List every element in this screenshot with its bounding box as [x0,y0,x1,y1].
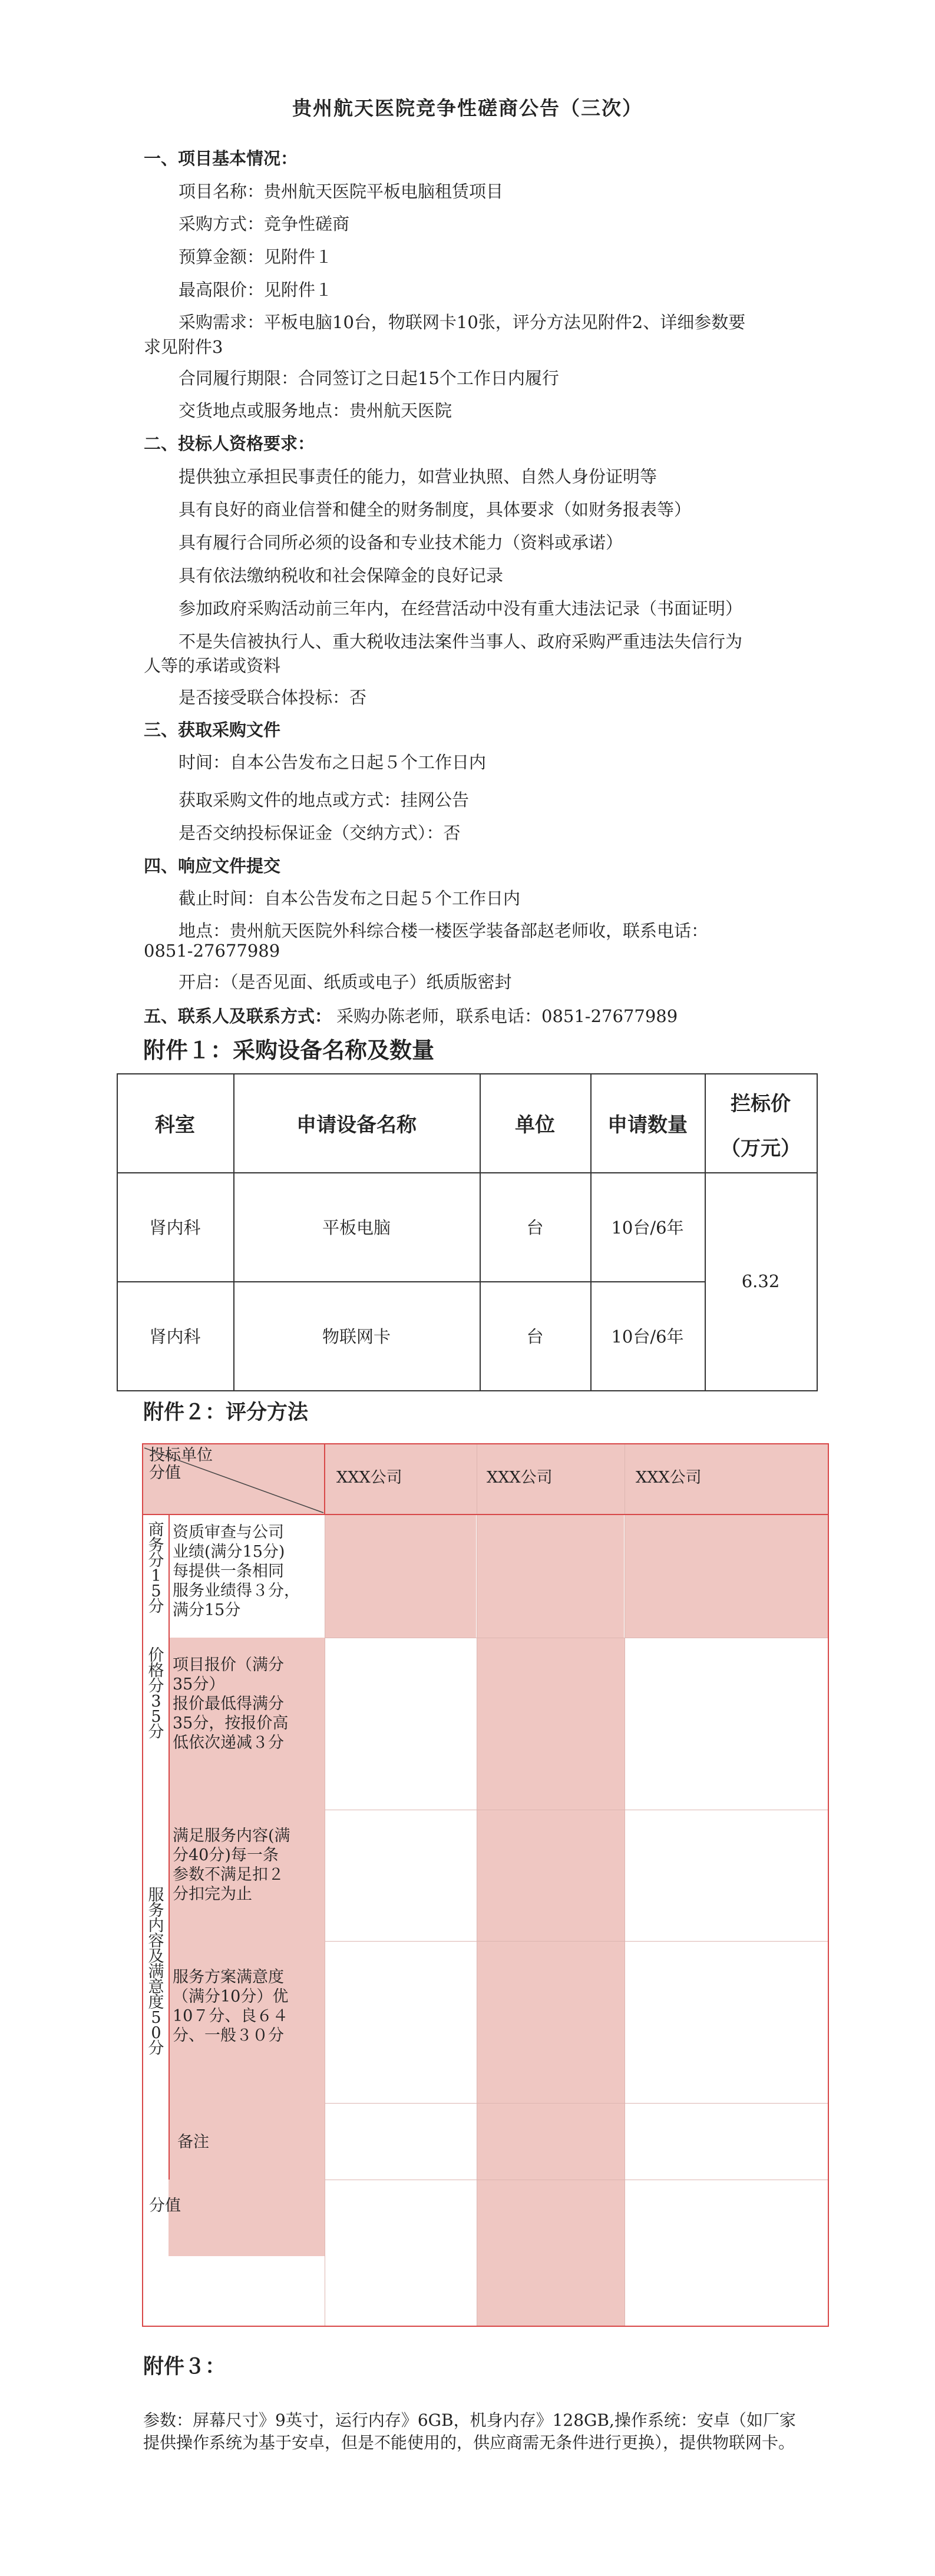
page-title: 贵州航天医院竞争性磋商公告（三次） [292,97,643,120]
header-quantity: 申请数量 [607,1113,688,1137]
section4-heading: 四、响应文件提交 [144,856,281,876]
submission-deadline: 截止时间：自本公告发布之日起５个工作日内 [179,888,521,908]
company-2-header: XXX公司 [487,1469,553,1487]
category-service-label: 服 务 内 容 及 满 意 度 5 0 分 [148,1886,164,2058]
section5-heading: 五、联系人及联系方式： [144,1006,332,1026]
annex3-heading: 附件３： [143,2355,226,2379]
price-criteria: 项目报价（满分 35分） 报价最低得满分 35分，按报价高 低依次递减３分 [173,1656,289,1752]
table-row-1-quantity: 10台/6年 [611,1218,684,1238]
requirement-2: 具有良好的商业信誉和健全的财务制度，具体要求（如财务报表等） [179,500,692,520]
bid-deposit: 是否交纳投标保证金（交纳方式）：否 [179,823,461,843]
table-row-1-department: 肾内科 [149,1218,201,1238]
acquire-time: 时间：自本公告发布之日起５个工作日内 [179,752,487,772]
remark-label: 备注 [177,2133,209,2151]
service-plan-criteria: 服务方案满意度 （满分10分）优 10７分、良６４ 分、一般３０分 [173,1968,289,2045]
table-row-1-unit: 台 [526,1218,544,1238]
delivery-location: 交货地点或服务地点：贵州航天医院 [179,401,452,421]
corner-label-score: 分值 [149,1464,181,1482]
company-1-header: XXX公司 [336,1469,402,1487]
project-name: 项目名称：贵州航天医院平板电脑租赁项目 [179,181,504,201]
requirement-6-line2: 人等的承诺或资料 [144,656,281,676]
header-cap-price: 拦标价 [731,1092,791,1116]
opening: 开启：（是否见面、纸质或电子）纸质版密封 [179,972,512,992]
business-row-shade [325,1514,829,1638]
demand-line2: 求见附件3 [144,337,223,357]
middle-column-shade [477,1638,625,2327]
business-criteria: 资质审查与公司 业绩(满分15分) 每提供一条相同 服务业绩得３分， 满分15分 [173,1523,300,1619]
requirement-5: 参加政府采购活动前三年内，在经营活动中没有重大违法记录（书面证明） [179,598,743,619]
corner-label-bidder: 投标单位 [149,1446,213,1464]
table-row-2-quantity: 10台/6年 [611,1327,684,1347]
service-content-criteria: 满足服务内容(满 分40分)每一条 参数不满足扣２ 分扣完为止 [173,1827,290,1903]
table-row-1-device: 平板电脑 [322,1218,391,1238]
section1-heading: 一、项目基本情况： [144,148,298,168]
device-parameters: 参数：屏幕尺寸》9英寸，运行内存》6GB，机身内存》128GB,操作系统：安卓（如厂家提供操作系统为基于安卓，但是不能使用的，供应商需无条件进行更换），提供物联网卡。 [143,2410,796,2452]
submission-address-line1: 地点：贵州航天医院外科综合楼一楼医学装备部赵老师收，联系电话： [179,921,709,941]
section2-heading: 二、投标人资格要求： [144,434,315,454]
category-price-label: 价 格 分 3 5 分 [148,1646,164,1741]
requirement-3: 具有履行合同所必须的设备和专业技术能力（资料或承诺） [179,533,623,553]
demand-line1: 采购需求：平板电脑10台，物联网卡10张，评分方法见附件2、详细参数要 [179,312,746,332]
submission-address-line2: 0851-27677989 [144,941,280,961]
contact-info: 采购办陈老师，联系电话：0851-27677989 [336,1006,678,1026]
acquire-place: 获取采购文件的地点或方式：挂网公告 [179,790,470,810]
annex1-heading: 附件１：采购设备名称及数量 [143,1037,435,1063]
company-3-header: XXX公司 [636,1469,702,1487]
scoring-table [142,1443,829,2327]
max-price: 最高限价：见附件１ [179,280,333,300]
total-score-label: 分值 [149,2197,181,2215]
header-cap-price-unit: （万元） [721,1136,801,1160]
annex2-heading: 附件２：评分方法 [143,1400,309,1424]
requirement-4: 具有依法缴纳税收和社会保障金的良好记录 [179,566,504,586]
procurement-method: 采购方式：竞争性磋商 [179,214,350,234]
category-business-label: 商 务 分 1 5 分 [148,1521,164,1616]
header-department: 科室 [155,1113,195,1137]
cap-price-value: 6.32 [741,1271,780,1291]
table-row-2-unit: 台 [526,1327,544,1347]
requirement-1: 提供独立承担民事责任的能力，如营业执照、自然人身份证明等 [179,467,658,487]
header-unit: 单位 [515,1113,555,1137]
header-device-name: 申请设备名称 [296,1113,417,1137]
budget-amount: 预算金额：见附件１ [179,247,333,267]
table-row-2-department: 肾内科 [149,1327,201,1347]
joint-bid: 是否接受联合体投标：否 [179,687,367,707]
table-row-2-device: 物联网卡 [322,1327,391,1347]
requirement-6-line1: 不是失信被执行人、重大税收违法案件当事人、政府采购严重违法失信行为 [179,631,743,652]
equipment-table [117,1073,818,1391]
contract-period: 合同履行期限：合同签订之日起15个工作日内履行 [179,368,559,388]
section3-heading: 三、获取采购文件 [144,720,281,740]
